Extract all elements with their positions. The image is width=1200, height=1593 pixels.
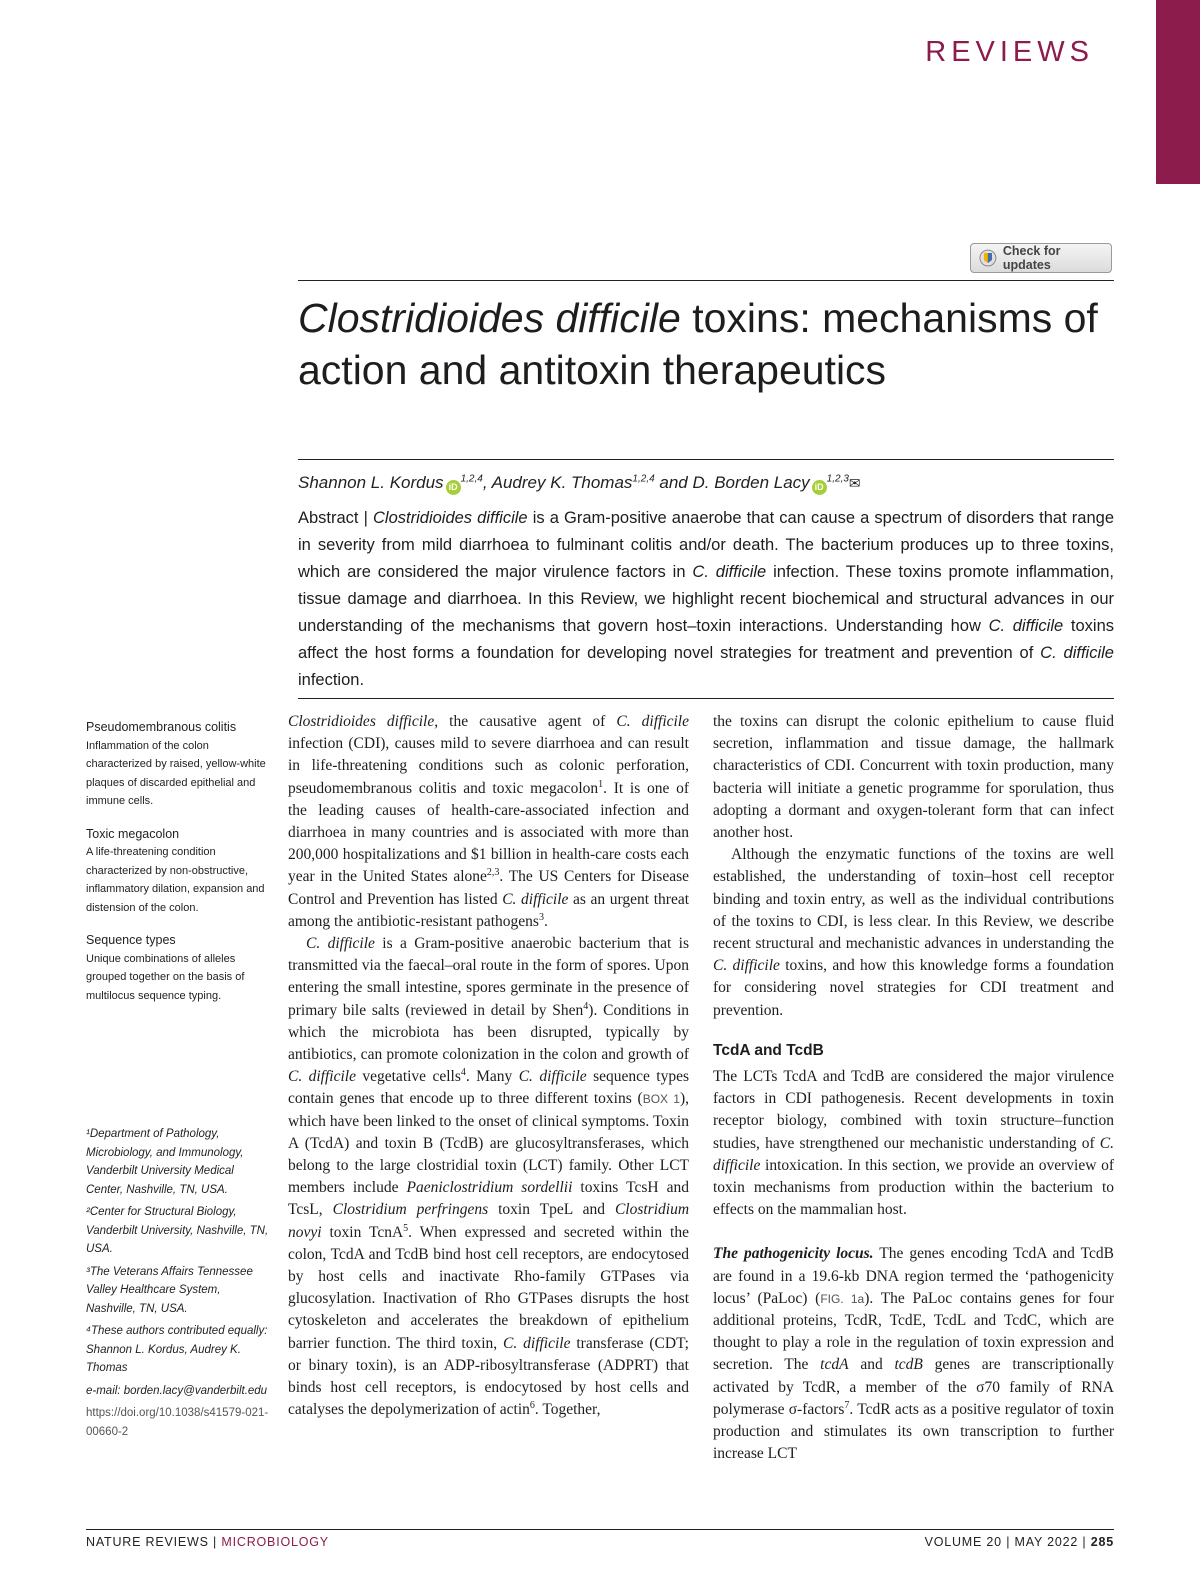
glossary-entry	[86, 825, 270, 918]
glossary-definition: Unique combinations of alleles grouped together on the basis of multilocus sequence typing.	[86, 952, 245, 1002]
glossary-term: Sequence types	[86, 933, 176, 947]
correspondence-email[interactable]: e-mail: borden.lacy@vanderbilt.edu	[86, 1384, 268, 1397]
journal-section: MICROBIOLOGY	[221, 1535, 329, 1549]
orcid-icon[interactable]: iD	[812, 480, 827, 495]
author-name: Audrey K. Thomas	[491, 473, 633, 492]
title-bottom-rule	[298, 459, 1114, 460]
body-paragraph: The LCTs TcdA and TcdB are considered the major virulence factors in CDI pathogenesis. Recent developments in toxin receptor biology, combined with toxin structure–function studies, have strengthened our mechanistic understanding of C. difficile intoxication. In this section, we provide an overview of toxin mechanisms from production within the bacterium to effects on the mammalian host.	[713, 1068, 1114, 1219]
orcid-icon[interactable]: iD	[446, 480, 461, 495]
title-rest: toxins: mechanisms of action and antitoxin therapeutics	[298, 295, 1098, 393]
affiliations	[86, 1125, 270, 1445]
author-affiliation-sup: 1,2,3	[826, 473, 849, 485]
affiliation: ¹Department of Pathology, Microbiology, and Immunology, Vanderbilt University Medical Center, Nashville, TN, USA.	[86, 1128, 244, 1196]
author-name: Shannon L. Kordus	[298, 473, 444, 492]
author-name: D. Borden Lacy	[692, 473, 810, 492]
crossmark-icon	[979, 249, 997, 267]
body-paragraph: the toxins can disrupt the colonic epithelium to cause fluid secretion, inflammation and tissue damage, the hallmark characteristics of CDI. Concurrent with toxin production, many bacteria will initiate a genetic programme for sporulation, thus adopting a dormant and oxygen-tolerant form that can infect another host.	[713, 713, 1114, 842]
email-icon[interactable]: ✉	[848, 475, 861, 491]
body-paragraph: Clostridioides difficile, the causative agent of C. difficile infection (CDI), causes mild to severe diarrhoea and can result in life-threatening conditions such as colonic perforation, pseudomembranous colitis and toxic megacolon$^1$. It is one of the leading causes of health-care-associated infection and diarrhoea in many countries and is associated with more than 200,000 hospitalizations and $1 billion in health-care costs each year in the United States alone$^{2,3}$. The US Centers for Disease Control and Prevention has listed C. difficile as an urgent threat among the antibiotic-resistant pathogens$^3$.	[288, 713, 690, 930]
abstract-label: Abstract |	[298, 509, 374, 527]
glossary-entry	[86, 931, 270, 1005]
footer-rule	[86, 1529, 1114, 1530]
body-column-2	[713, 711, 1114, 1466]
affiliation: ³The Veterans Affairs Tennessee Valley Healthcare System, Nashville, TN, USA.	[86, 1265, 253, 1315]
body-paragraph	[713, 1243, 1114, 1465]
glossary-term: Toxic megacolon	[86, 826, 180, 841]
journal-name: NATURE REVIEWS |	[86, 1535, 222, 1549]
affiliation: ²Center for Structural Biology, Vanderbilt University, Nashville, TN, USA.	[86, 1206, 269, 1255]
abstract	[298, 505, 1114, 694]
title-top-rule	[298, 280, 1114, 281]
check-for-updates-button[interactable]	[970, 243, 1112, 273]
body-column-1	[288, 711, 689, 1422]
doi-link[interactable]: https://doi.org/10.1038/s41579-021-00660-2	[86, 1407, 269, 1438]
footer-journal	[86, 1535, 329, 1549]
glossary-sidebar	[86, 718, 270, 1019]
abstract-rule	[298, 698, 1114, 699]
section-heading: TcdA and TcdB	[713, 1041, 824, 1059]
author-affiliation-sup: 1,2,4	[632, 473, 655, 485]
lead-in-heading: The pathogenicity locus.	[713, 1245, 874, 1263]
check-for-updates-label: Check for updates	[1002, 244, 1061, 272]
glossary-term: Pseudomembranous colitis	[86, 720, 237, 734]
body-paragraph: C. difficile is a Gram-positive anaerobic bacterium that is transmitted via the faecal–oral route in the form of spores. Upon entering the small intestine, spores germinate in the presence of primary bile salts (reviewed in detail by Shen$^4$). Conditions in which the microbiota has been disrupted, typically by antibiotics, can promote colonization in the colon and growth of C. difficile vegetative cells$^4$. Many C. difficile sequence types contain genes that encode up to three different toxins (BOX 1), which have been linked to the onset of clinical symptoms. Toxin A (TcdA) and toxin B (TcdB) are glucosyltransferases, which belong to the large clostridial toxin (LCT) family. Other LCT members include Paeniclostridium sordellii toxins TcsH and TcsL, Clostridium perfringens toxin TpeL and Clostridium novyi toxin TcnA$^5$. When expressed and secreted within the colon, TcdA and TcdB bind host cell receptors, are endocytosed by host cells and inactivate Rho-family GTPases via glucosylation. Inactivation of Rho GTPases disrupts the host cytoskeleton and accelerates the breakdown of epithelium barrier function. The third toxin, C. difficile transferase (CDT; or binary toxin), is an ADP-ribosyltransferase (ADPRT) that binds host cell receptors, is endocytosed by host cells and catalyses the depolymerization of actin$^6$. Together,	[288, 935, 690, 1419]
volume-date: VOLUME 20 | MAY 2022 |	[924, 1535, 1091, 1549]
section-color-tab	[1156, 0, 1200, 184]
affiliation: ⁴These authors contributed equally: Shannon L. Kordus, Audrey K. Thomas	[86, 1325, 268, 1374]
paragraph-text: The genes encoding TcdA and TcdB are found in a 19.6-kb DNA region termed the ‘pathogenicity locus’ (PaLoc) (FIG. 1a). The PaLoc contains genes for four additional proteins, TcdR, TcdE, TcdL and TcdC, which are thought to play a role in the regulation of toxin expression and secretion. The tcdA and tcdB genes are transcriptionally activated by TcdR, a member of the σ70 family of RNA polymerase σ-factors$^7$. TcdR acts as a positive regulator of toxin production and stimulates its own transcription to further increase LCT	[713, 1245, 1115, 1463]
title-italic: Clostridioides difficile	[298, 295, 681, 341]
article-title	[298, 292, 1114, 396]
glossary-definition: A life-threatening condition characterized by non-obstructive, inflammatory dilation, expansion and distension of the colon.	[86, 846, 265, 914]
section-label: REVIEWS	[925, 36, 1094, 68]
glossary-entry	[86, 718, 270, 811]
footer-volume	[925, 1535, 1114, 1549]
author-affiliation-sup: 1,2,4	[460, 473, 483, 485]
page-number: 285	[1090, 1535, 1114, 1549]
abstract-text: Clostridioides difficile is a Gram-positive anaerobe that can cause a spectrum of disorders that range in severity from mild diarrhoea to fulminant colitis and/or death. The bacterium produces up to three toxins, which are considered the major virulence factors in C. difficile infection. These toxins promote inflammation, tissue damage and diarrhoea. In this Review, we highlight recent biochemical and structural advances in our understanding of the mechanisms that govern host–toxin interactions. Understanding how C. difficile toxins affect the host forms a foundation for developing novel strategies for treatment and prevention of C. difficile infection.	[298, 509, 1115, 689]
author-list: Shannon L. Kordus iD$^{1,2,4}$, Audrey K. Thomas$^{1,2,4}$ and D. Borden Lacy iD$^{1,2,3}$✉	[298, 471, 1114, 495]
glossary-definition: Inflammation of the colon characterized by raised, yellow-white plaques of discarded epithelial and immune cells.	[86, 739, 266, 807]
body-paragraph: Although the enzymatic functions of the toxins are well established, the understanding of toxin–host cell receptor binding and toxin entry, as well as the individual contributions of the toxins to CDI, is less clear. In this Review, we describe recent structural and mechanistic advances in understanding the C. difficile toxins, and how this knowledge forms a foundation for considering novel strategies for CDI treatment and prevention.	[713, 846, 1115, 1019]
